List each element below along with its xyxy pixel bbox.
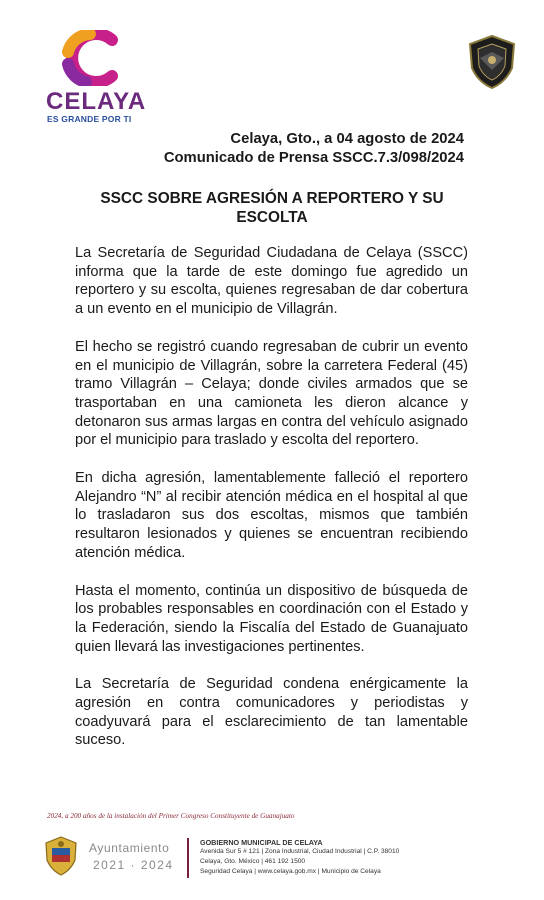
government-city-phone: Celaya, Gto. México | 461 192 1500: [200, 858, 306, 865]
government-address: Avenida Sur 5 # 121 | Zona Industrial, Ciudad Industrial | C.P. 38010: [200, 848, 400, 855]
ayuntamiento-label: Ayuntamiento: [89, 841, 170, 855]
body-paragraph: Hasta el momento, continúa un dispositivo de búsqueda de los probables responsables en coordinación con el Estado y la Federación, siendo la Fiscalía del Estado de Guanajuato quien llevará las investigaciones pertinentes.: [75, 582, 468, 655]
body-paragraph: El hecho se registró cuando regresaban de cubrir un evento en el municipio de Villagrán, sobre la carretera Federal (45) tramo Villagrán – Celaya; donde civiles armados que se trasportaban en una camioneta les dieron alcance y detonaron sus armas largas en contra del vehículo asignado por el municipio para traslado y escolta del reportero.: [75, 338, 468, 449]
release-date: Celaya, Gto., a 04 agosto de 2024: [230, 131, 464, 147]
brand-tagline: ES GRANDE POR TI: [47, 114, 132, 124]
security-badge-icon: [466, 34, 518, 90]
body-paragraph: En dicha agresión, lamentablemente falleció el reportero Alejandro “N” al recibir atención médica en el hospital al que lo trasladaron sus dos escoltas, mismos que también resultaron lesionados y quienes se encuentran recibiendo atención médica.: [75, 470, 468, 561]
body-paragraph: La Secretaría de Seguridad condena enérgicamente la agresión en contra comunicadores y periodistas y coadyuvará para el esclarecimiento de tan lamentable suceso.: [75, 676, 468, 749]
government-social-links: Seguridad Celaya | www.celaya.gob.mx | Municipio de Celaya: [200, 868, 381, 875]
body-paragraph: La Secretaría de Seguridad Ciudadana de Celaya (SSCC) informa que la tarde de este domingo fue agredido un reportero y su escolta, quienes regresaban de dar cobertura a un evento en el municipio de Villagrán.: [75, 245, 468, 318]
ayuntamiento-years: 2021 · 2024: [93, 858, 174, 872]
celaya-c-mark-icon: [60, 30, 126, 86]
release-number: Comunicado de Prensa SSCC.7.3/098/2024: [163, 150, 464, 166]
municipal-seal-icon: [44, 836, 78, 876]
government-title: GOBIERNO MUNICIPAL DE CELAYA: [200, 838, 323, 847]
celaya-logo: [46, 30, 146, 125]
release-title: SSCC SOBRE AGRESIÓN A REPORTERO Y SU ESCOLTA: [100, 190, 444, 226]
release-body: [75, 244, 468, 769]
footer-commemorative-note: 2024, a 200 años de la instalación del Primer Congreso Constituyente de Guanajuato: [47, 812, 295, 820]
footer-divider: [187, 838, 189, 878]
brand-name: CELAYA: [46, 88, 147, 115]
